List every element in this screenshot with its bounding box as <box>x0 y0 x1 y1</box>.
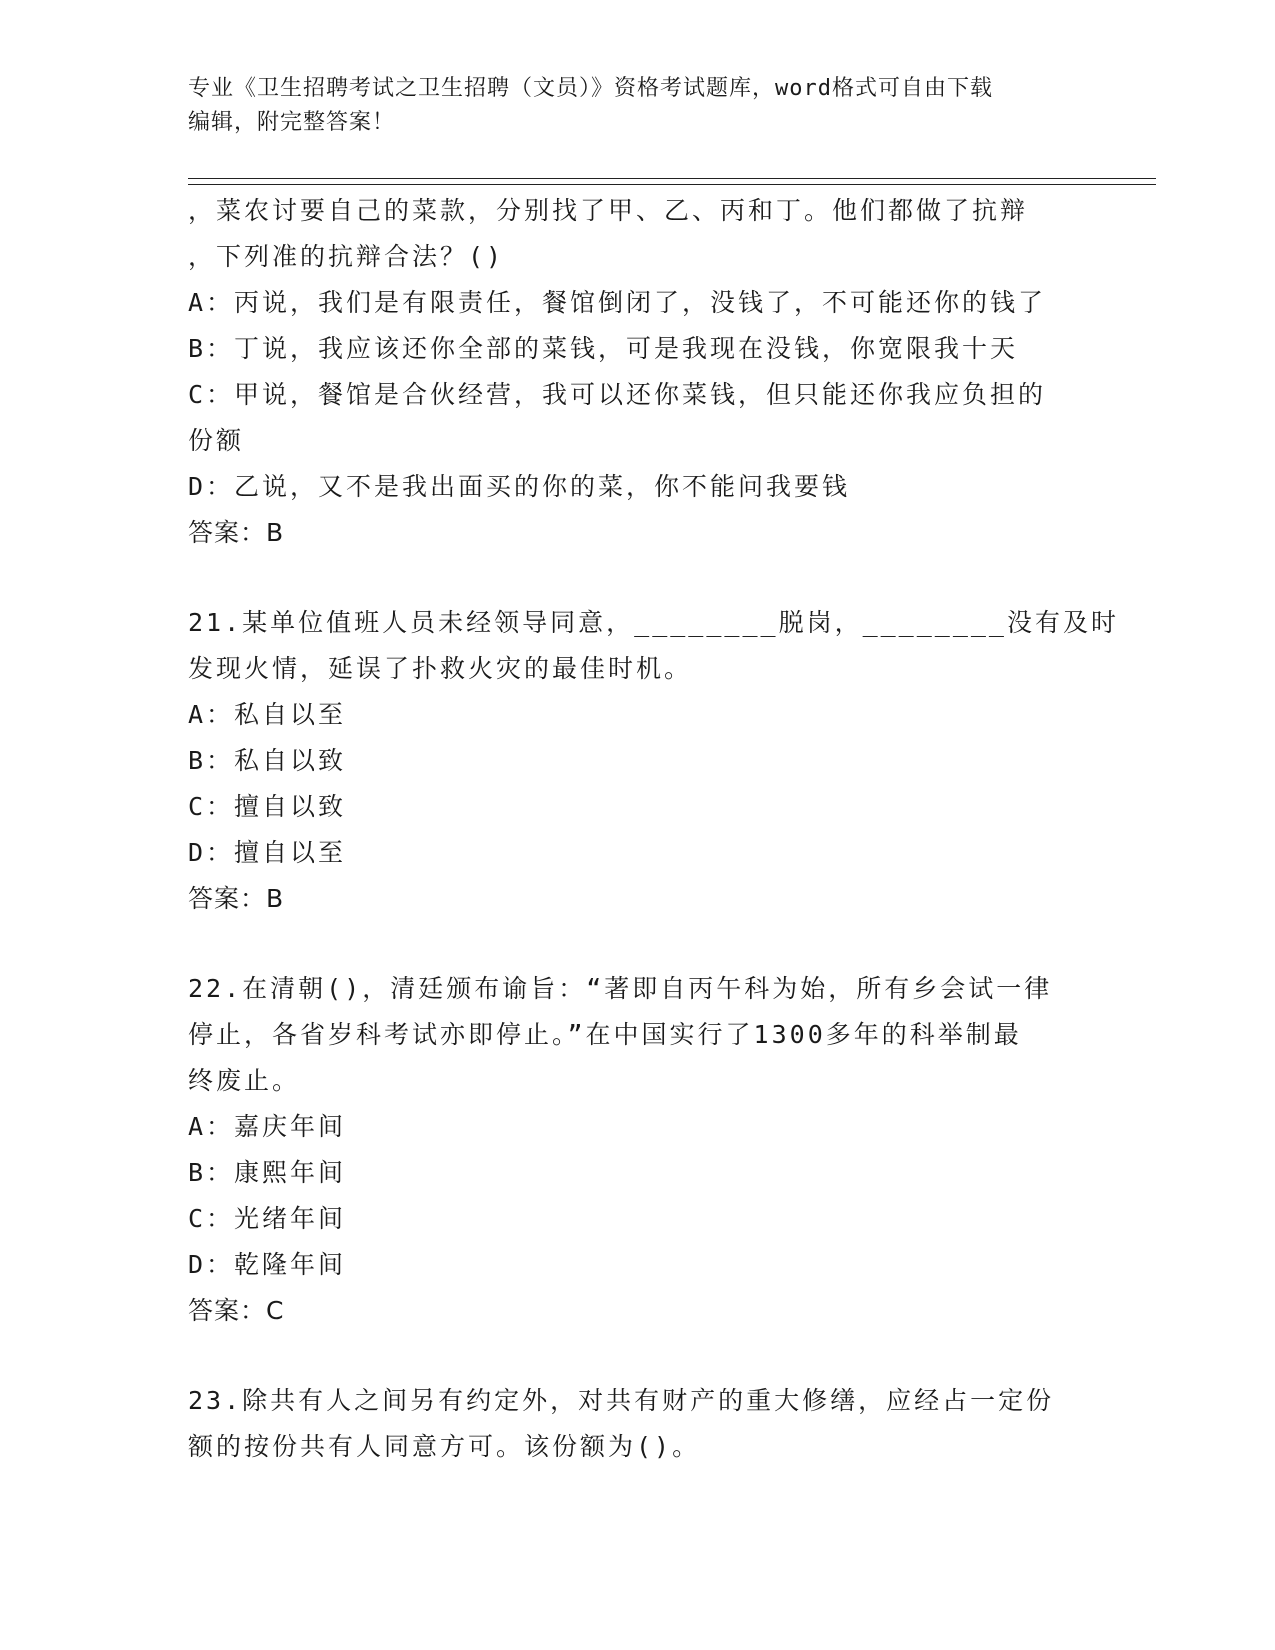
option-b: B：私自以致 <box>188 746 347 775</box>
question-stem: 23.除共有人之间另有约定外，对共有财产的重大修缮，应经占一定份 <box>188 1386 1055 1415</box>
answer-label: 答案：C <box>188 1296 285 1325</box>
option-d: D：擅自以至 <box>188 838 347 867</box>
question-stem: 停止，各省岁科考试亦即停止。”在中国实行了1300多年的科举制最 <box>188 1020 1022 1049</box>
option-a: A：嘉庆年间 <box>188 1112 347 1141</box>
header-line-2: 编辑，附完整答案！ <box>188 110 396 135</box>
header-divider-bottom <box>188 184 1156 185</box>
document-header <box>188 72 1068 140</box>
option-c: C：擅自以致 <box>188 792 347 821</box>
option-d: D：乙说，又不是我出面买的你的菜，你不能问我要钱 <box>188 472 851 501</box>
header-divider-top <box>188 178 1156 179</box>
question-stem: ，菜农讨要自己的菜款，分别找了甲、乙、丙和丁。他们都做了抗辩 <box>188 196 1029 225</box>
question-list <box>188 188 1119 1470</box>
question-21 <box>188 600 1119 922</box>
question-stem: 21.某单位值班人员未经领导同意，________脱岗，________没有及时 <box>188 608 1119 637</box>
option-a: A：丙说，我们是有限责任，餐馆倒闭了，没钱了，不可能还你的钱了 <box>188 288 1047 317</box>
question-stem: 22.在清朝()，清廷颁布谕旨：“著即自丙午科为始，所有乡会试一律 <box>188 974 1053 1003</box>
option-a: A：私自以至 <box>188 700 347 729</box>
option-d: D：乾隆年间 <box>188 1250 347 1279</box>
header-line-1: 专业《卫生招聘考试之卫生招聘（文员）》资格考试题库，word格式可自由下载 <box>188 76 993 101</box>
question-stem: ，下列准的抗辩合法？() <box>188 242 505 271</box>
answer-label: 答案：B <box>188 518 285 547</box>
option-c: C：甲说，餐馆是合伙经营，我可以还你菜钱，但只能还你我应负担的 <box>188 380 1047 409</box>
answer-label: 答案：B <box>188 884 285 913</box>
question-22 <box>188 966 1088 1334</box>
question-20 <box>188 188 1088 556</box>
question-23 <box>188 1378 1088 1470</box>
option-c: C：光绪年间 <box>188 1204 347 1233</box>
question-stem: 终废止。 <box>188 1066 301 1095</box>
option-b: B：丁说，我应该还你全部的菜钱，可是我现在没钱，你宽限我十天 <box>188 334 1019 363</box>
option-c-continued: 份额 <box>188 426 245 455</box>
question-stem: 额的按份共有人同意方可。该份额为()。 <box>188 1432 701 1461</box>
option-b: B：康熙年间 <box>188 1158 347 1187</box>
question-stem: 发现火情，延误了扑救火灾的最佳时机。 <box>188 654 693 683</box>
